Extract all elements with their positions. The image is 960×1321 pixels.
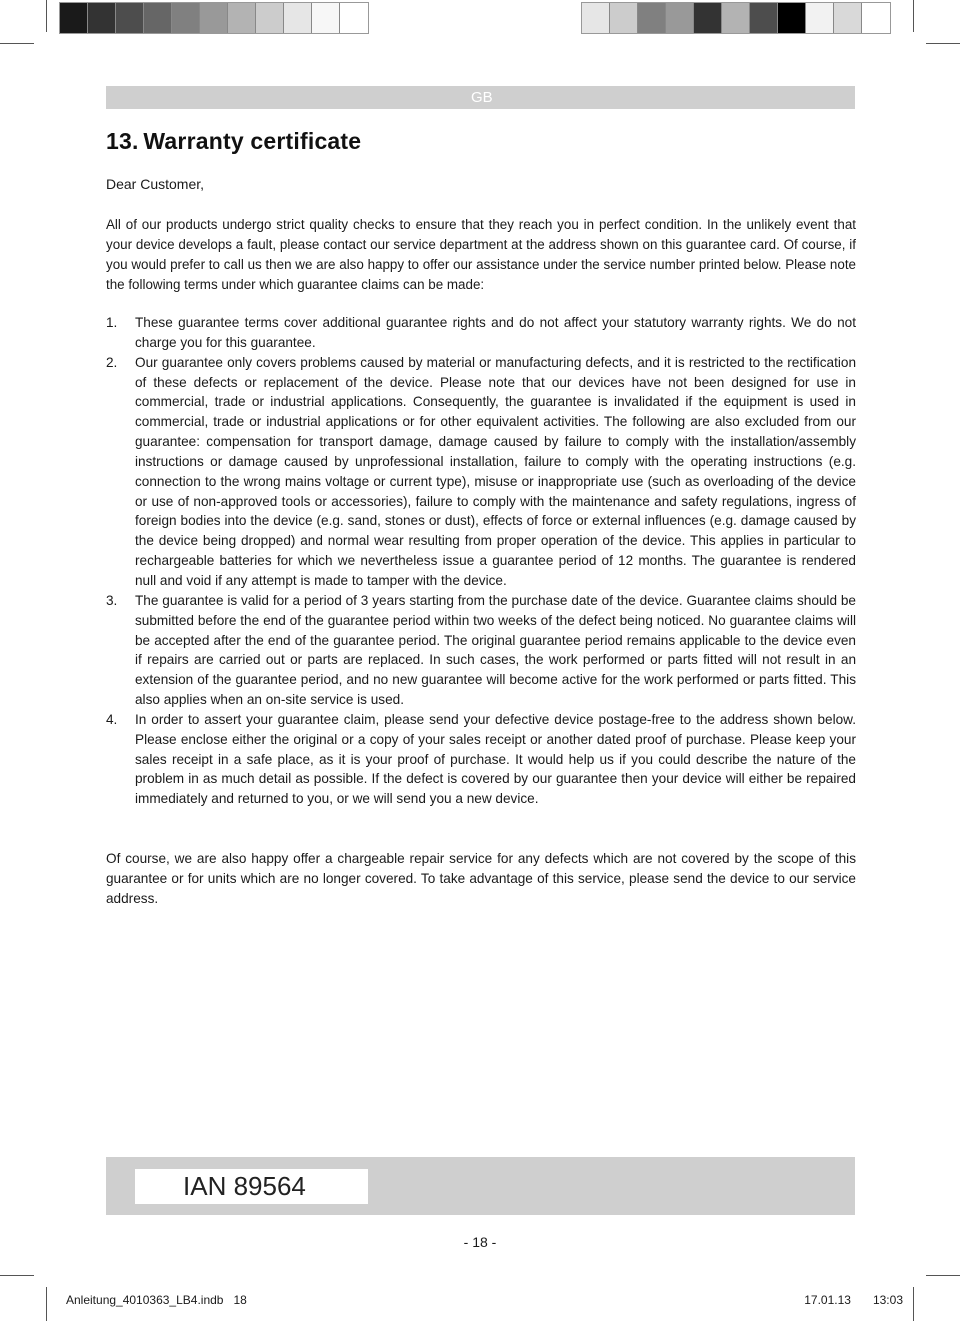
color-calibration-strip-left [59,2,369,34]
calibration-swatch [60,3,88,33]
calibration-swatch [750,3,778,33]
list-item-number: 4. [106,711,118,727]
ian-number: IAN 89564 [135,1169,368,1204]
closing-paragraph: Of course, we are also happy offer a chargeable repair service for any defects which are not covered by the scope of this guarantee or for units which are no longer covered. To take advantage of this service, please send the device to our service address. [106,851,856,906]
calibration-swatch [312,3,340,33]
language-code: GB [471,89,493,106]
calibration-swatch [200,3,228,33]
calibration-swatch [116,3,144,33]
crop-mark [926,43,960,44]
list-item [106,710,856,809]
calibration-swatch [172,3,200,33]
calibration-swatch [340,3,368,33]
list-item-text: These guarantee terms cover additional guarantee rights and do not affect your statutory warranty rights. We do not charge you for this guarantee. [135,315,856,350]
crop-mark [913,1287,914,1321]
list-item-number: 1. [106,315,118,330]
list-item-text: Our guarantee only covers problems caused by material or manufacturing defects, and it is restricted to the rectification of these defects or replacement of the device. Please note that our devices have not been designed for use in commercial, trade or industrial applications. Consequently, the guarantee is invalidated if the equipment is used in commercial, trade or industrial applications or for other equivalent activities. The following are also excluded from our guarantee: compensation for transport damage, damage caused by failure to comply with the installation/assembly instructions or damage caused by unprofessional installation, failure to comply with the operating instructions (e.g. connection to the wrong mains voltage or current type), misuse or inappropriate use (such as overloading of the device or use of non-approved tools or accessories), failure to comply with the maintenance and safety regulations, ingress of foreign bodies into the device (e.g. sand, stones or dust), effects of force or external influences (e.g. damage caused by the device being dropped) and normal wear resulting from proper operation of the device. This applies in particular to rechargeable batteries for which we nevertheless issue a guarantee period of 12 months. The guarantee is rendered null and void if any attempt is made to tamper with the device. [135,354,856,588]
crop-mark [926,1275,960,1276]
calibration-swatch [228,3,256,33]
print-file-info: Anleitung_4010363_LB4.indb 18 [66,1293,247,1307]
calibration-swatch [778,3,806,33]
salutation: Dear Customer, [106,176,205,192]
ian-bar [106,1157,855,1215]
crop-mark [46,1287,47,1321]
calibration-swatch [582,3,610,33]
section-title: 13. Warranty certificate [106,128,362,154]
color-calibration-strip-right [581,2,891,34]
language-header-bar [106,86,855,109]
list-item [106,353,856,591]
list-item [106,591,856,710]
crop-mark [0,1275,34,1276]
intro-paragraph: All of our products undergo strict quality checks to ensure that they reach you in perfect condition. In the unlikely event that your device develops a fault, please contact our service department at the address shown on this guarantee card. Of course, if you would prefer to call us then we are also happy to offer our assistance under the service number printed below. Please note the following terms under which guarantee claims can be made: [106,217,856,292]
list-item-text: The guarantee is valid for a period of 3 years starting from the purchase date of the device. Guarantee claims should be submitted before the end of the guarantee period within two weeks of the defect being noticed. No guarantee claims will be accepted after the end of the guarantee period. The original guarantee period remains applicable to the device even if repairs are carried out or parts are replaced. In such cases, the work performed or parts fitted will not result in an extension of the guarantee period, and no new guarantee will become active for the work performed or parts fitted. This also applies when an on-site service is used. [135,592,856,708]
calibration-swatch [144,3,172,33]
calibration-swatch [862,3,890,33]
list-item-text: In order to assert your guarantee claim, please send your defective device postage-free to the address shown below. Please enclose either the original or a copy of your sales receipt or another dated proof of purchase. Please keep your sales receipt in a safe place, as it is your proof of purchase. It would help us if you could describe the nature of the problem in as much detail as possible. If the defect is covered by our guarantee then your device will either be repaired immediately and returned to you, or we will send you a new device. [135,711,856,807]
page-number: - 18 - [463,1234,497,1250]
calibration-swatch [88,3,116,33]
calibration-swatch [284,3,312,33]
calibration-swatch [256,3,284,33]
calibration-swatch [694,3,722,33]
list-item-number: 3. [106,592,118,608]
calibration-swatch [638,3,666,33]
calibration-swatch [806,3,834,33]
calibration-swatch [666,3,694,33]
calibration-swatch [610,3,638,33]
crop-mark [46,0,47,32]
crop-mark [0,43,34,44]
list-item-number: 2. [106,354,118,370]
list-item [106,313,856,353]
print-timestamp: 17.01.13 13:03 [804,1293,903,1307]
guarantee-terms-list [106,313,856,809]
calibration-swatch [834,3,862,33]
crop-mark [913,0,914,32]
calibration-swatch [722,3,750,33]
